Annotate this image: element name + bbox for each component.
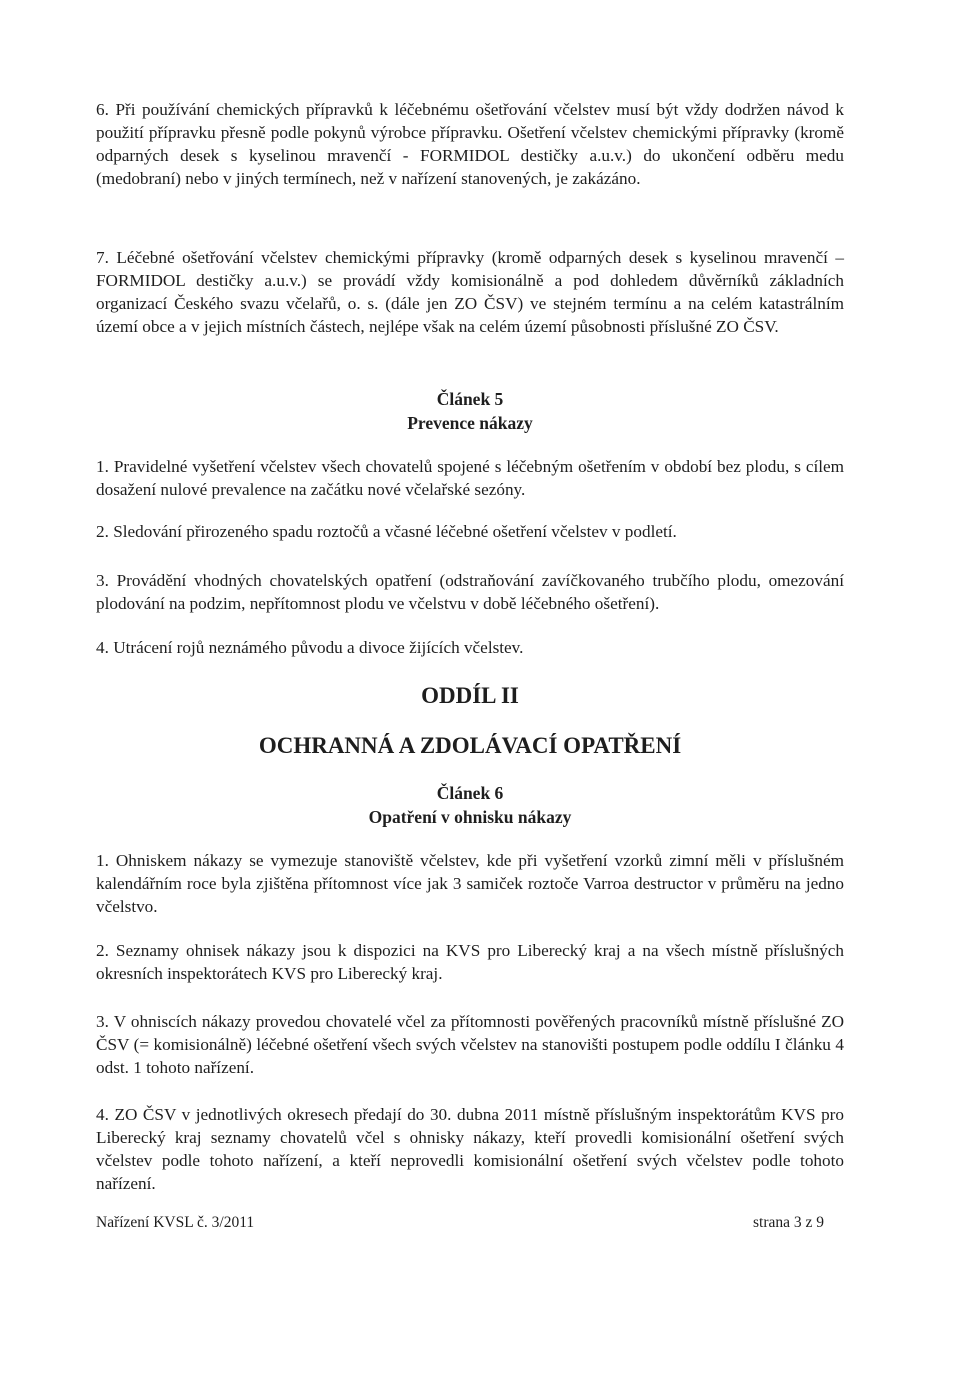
document-page bbox=[96, 0, 844, 1376]
clanek-6-paragraph-3: 3. V ohniscích nákazy provedou chovatelé včel za přítomnosti pověřených pracovníků místně příslušné ZO ČSV (= komisionálně) léčebné ošetření všech svých včelstev na stanovišti postupem podle oddílu I článku 4 odst. 1 tohoto nařízení. bbox=[96, 1012, 844, 1077]
clanek-6-subtitle: Opatření v ohnisku nákazy bbox=[368, 807, 572, 827]
footer-document-id: Nařízení KVSL č. 3/2011 bbox=[96, 1214, 255, 1231]
clanek-6-paragraph-1: 1. Ohniskem nákazy se vymezuje stanoviště včelstev, kde při vyšetření vzorků zimní měli v příslušném kalendářním roce byla zjištěna přítomnost více jak 3 samiček roztoče Varroa destructor v průměru na jedno včelstvo. bbox=[96, 851, 844, 916]
clanek-5-title: Článek 5 bbox=[436, 389, 504, 409]
clanek-5-paragraph-1: 1. Pravidelné vyšetření včelstev všech chovatelů spojené s léčebným ošetřením v období bez plodu, s cílem dosažení nulové prevalence na začátku nové včelařské sezóny. bbox=[96, 457, 844, 499]
clanek-6-title: Článek 6 bbox=[436, 783, 504, 803]
paragraph-7: 7. Léčebné ošetřování včelstev chemickými přípravky (kromě odparných desek s kyselinou mravenčí – FORMIDOL destičky a.u.v.) se provádí vždy komisionálně a pod dohledem důvěrníků základních organizací Českého svazu včelařů, o. s. (dále jen ZO ČSV) ve stejném termínu a na celém katastrálním území obce a v jejich místních částech, nejlépe však na celém území působnosti příslušné ZO ČSV. bbox=[96, 248, 844, 336]
clanek-5-paragraph-2: 2. Sledování přirozeného spadu roztočů a včasné léčebné ošetření včelstev v podletí. bbox=[96, 522, 677, 541]
clanek-6-paragraph-4: 4. ZO ČSV v jednotlivých okresech předají do 30. dubna 2011 místně příslušným inspektorátům KVS pro Liberecký kraj seznamy chovatelů včel s ohnisky nákazy, kteří provedli komisionální ošetření svých včelstev podle tohoto nařízení, a kteří neprovedli komisionální ošetření svých včelstev podle tohoto nařízení. bbox=[96, 1105, 844, 1193]
clanek-5-paragraph-3: 3. Provádění vhodných chovatelských opatření (odstraňování zavíčkovaného trubčího plodu, omezování plodování na podzim, nepřítomnost plodu ve včelstvu v době léčebného ošetření). bbox=[96, 571, 844, 613]
oddil-heading: ODDÍL II bbox=[421, 683, 519, 708]
footer-page-number: strana 3 z 9 bbox=[752, 1214, 824, 1231]
clanek-5-paragraph-4: 4. Utrácení rojů neznámého původu a divoce žijících včelstev. bbox=[96, 638, 524, 657]
oddil-title: OCHRANNÁ A ZDOLÁVACÍ OPATŘENÍ bbox=[258, 733, 682, 758]
clanek-5-subtitle: Prevence nákazy bbox=[407, 413, 533, 433]
paragraph-6: 6. Při používání chemických přípravků k léčebnému ošetřování včelstev musí být vždy dodržen návod k použití přípravku přesně podle pokynů výrobce přípravku. Ošetření včelstev chemickými přípravky (kromě odparných desek s kyselinou mravenčí - FORMIDOL destičky a.u.v.) do ukončení odběru medu (medobraní) nebo v jiných termínech, než v nařízení stanovených, je zakázáno. bbox=[96, 100, 844, 188]
clanek-6-paragraph-2: 2. Seznamy ohnisek nákazy jsou k dispozici na KVS pro Liberecký kraj a na všech místně příslušných okresních inspektorátech KVS pro Liberecký kraj. bbox=[96, 941, 844, 983]
